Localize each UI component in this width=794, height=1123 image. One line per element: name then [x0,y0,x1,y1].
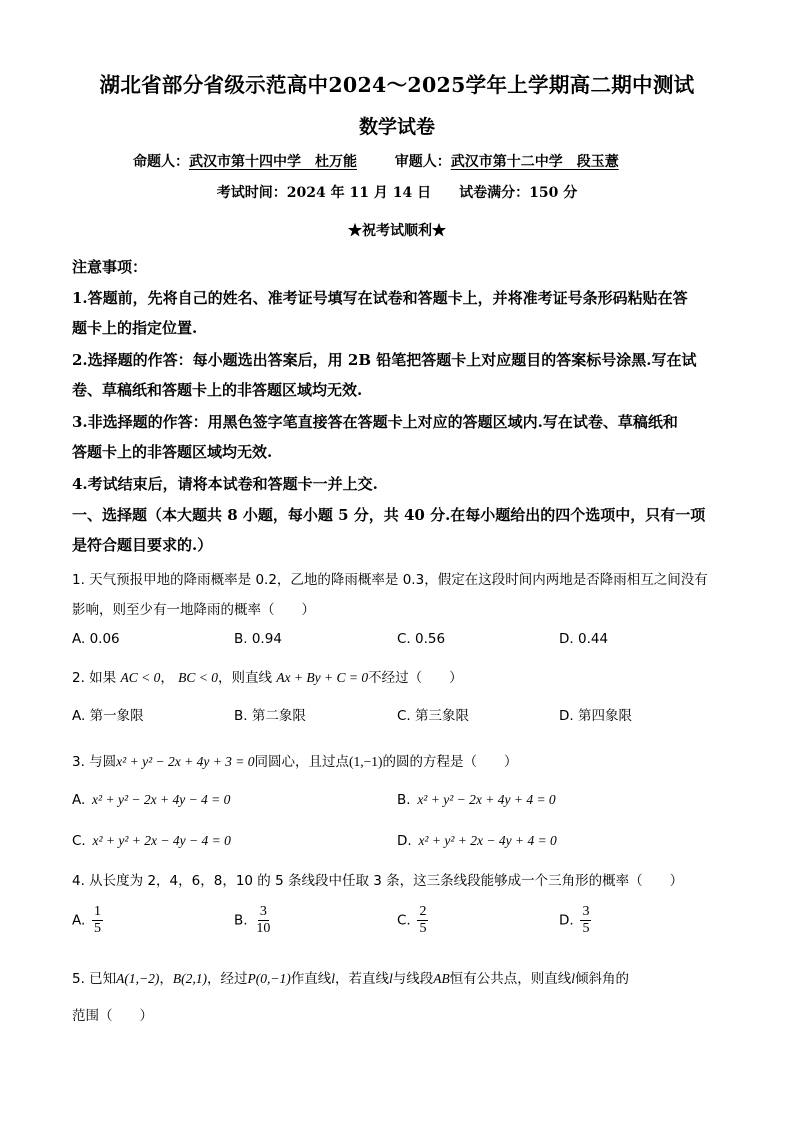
q4-option-b: B. $\frac{3}{10}$ [234,904,271,936]
q3-option-c: C. x² + y² + 2x − 4y − 4 = 0 [72,833,231,849]
q2-line-equation: Ax + By + C = 0 [276,670,369,685]
question-4: 4. 从长度为 2，4，6，8，10 的 5 条线段中任取 3 条，这三条线段能够成一个三角形的概率（ ） [72,873,684,889]
notice-item-4: 4.考试结束后，请将本试卷和答题卡一并上交. [72,475,378,493]
q4-fraction-c: $\frac{2}{5}$ [419,904,427,936]
q5-segment: AB [433,971,450,986]
section-heading-cont: 是符合题目要求的.） [72,536,213,554]
exam-info: 考试时间：2024 年 11 月 14 日 试卷满分：150 分 [216,185,578,201]
section-heading: 一、选择题（本大题共 8 小题，每小题 5 分，共 40 分.在每小题给出的四个选项中，只有一项 [72,506,706,524]
q4-option-d: D. $\frac{3}{5}$ [559,904,590,936]
q2-condition-ac: AC < 0 [120,670,161,685]
q1-option-c: C. 0.56 [397,631,446,647]
notice-item-1-cont: 题卡上的指定位置. [72,319,198,337]
q1-option-b: B. 0.94 [234,631,282,647]
question-5-cont: 范围（ ） [72,1008,153,1024]
q3-option-b: B. x² + y² − 2x + 4y + 4 = 0 [397,792,556,808]
reviewer-label: 审题人： [394,154,451,170]
q4-option-c: C. $\frac{2}{5}$ [397,904,427,936]
q4-fraction-a: $\frac{1}{5}$ [94,904,102,936]
setter-line [133,151,619,171]
q2-option-b: B. 第二象限 [234,708,306,724]
setter-name: 武汉市第十四中学 杜万能 [189,154,357,170]
q2-condition-bc: BC < 0 [178,670,219,685]
q1-option-a: A. 0.06 [72,631,120,647]
exam-title: 湖北省部分省级示范高中2024～2025学年上学期高二期中测试 [99,73,695,97]
q5-point-p: P(0,−1) [247,971,291,986]
notice-item-2: 2.选择题的作答：每小题选出答案后，用 2B 铅笔把答题卡上对应题目的答案标号涂黑.写在试 [72,351,697,369]
notice-heading: 注意事项： [72,258,148,276]
question-3: 3. 与圆x² + y² − 2x + 4y + 3 = 0同圆心，且过点(1,−1)的圆的方程是（ ） [72,754,518,770]
notice-item-3-cont: 答题卡上的非答题区域均无效. [72,443,273,461]
notice-item-1: 1.答题前，先将自己的姓名、准考证号填写在试卷和答题卡上，并将准考证号条形码粘贴在答 [72,289,688,307]
q3-option-d: D. x² + y² + 2x − 4y + 4 = 0 [397,833,557,849]
q4-fraction-d: $\frac{3}{5}$ [582,904,590,936]
blessing: ★祝考试顺利★ [348,223,446,239]
q3-circle-equation: x² + y² − 2x + 4y + 3 = 0 [116,754,255,769]
q4-option-a: A. $\frac{1}{5}$ [72,904,102,936]
question-1: 1. 天气预报甲地的降雨概率是 0.2，乙地的降雨概率是 0.3，假定在这段时间内两地是否降雨相互之间没有 [72,572,708,588]
q2-option-c: C. 第三象限 [397,708,470,724]
q2-option-d: D. 第四象限 [559,708,632,724]
q4-fraction-b: $\frac{3}{10}$ [256,904,271,936]
notice-item-2-cont: 卷、草稿纸和答题卡上的非答题区域均无效. [72,381,363,399]
setter-label: 命题人： [133,154,189,170]
q5-point-b: B(2,1) [172,971,208,986]
q3-option-a: A. x² + y² − 2x + 4y − 4 = 0 [72,792,231,808]
question-1-cont: 影响，则至少有一地降雨的概率（ ） [72,602,315,618]
q2-option-a: A. 第一象限 [72,708,144,724]
question-5: 5. 已知A(1,−2)，B(2,1)，经过P(0,−1)作直线l，若直线l与线段AB恒有公共点，则直线l倾斜角的 [72,971,630,987]
exam-subtitle: 数学试卷 [358,116,435,138]
reviewer-name: 武汉市第十二中学 段玉薏 [450,154,619,170]
q3-point: (1,−1) [349,754,383,769]
notice-item-3: 3.非选择题的作答：用黑色签字笔直接答在答题卡上对应的答题区域内.写在试卷、草稿纸和 [72,413,678,431]
q1-option-d: D. 0.44 [559,631,609,647]
q5-point-a: A(1,−2) [116,971,160,986]
question-2: 2. 如果 AC < 0， BC < 0，则直线 Ax + By + C = 0不经过（ ） [72,670,463,686]
